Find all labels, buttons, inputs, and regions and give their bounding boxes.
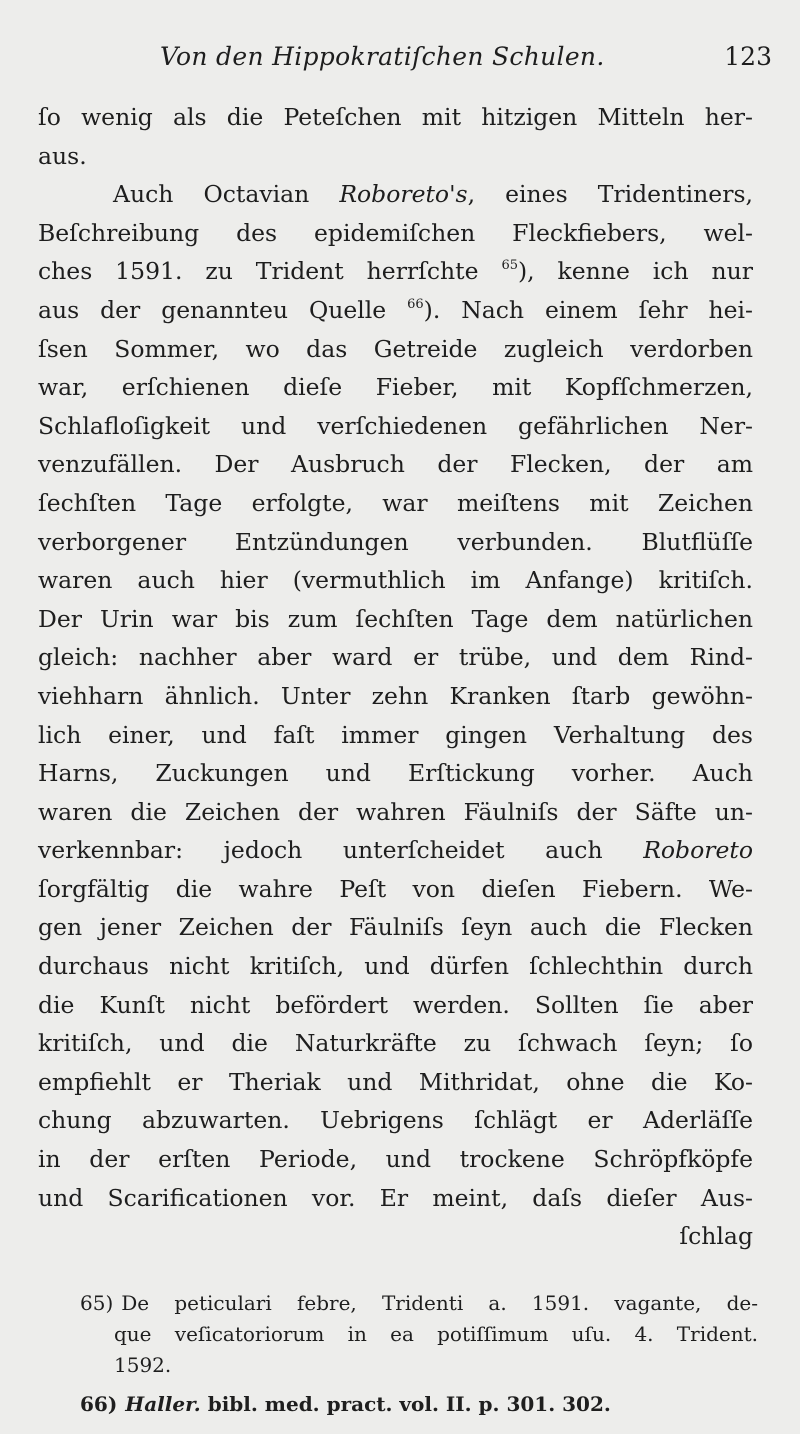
text-run: ), kenne ich nur	[517, 257, 753, 286]
text-run: aus der genannteu Quelle	[38, 295, 387, 324]
text-line: ſsen Sommer, wo das Getreide zugleich verdorben	[38, 334, 753, 363]
text-line: lich einer, und faſt immer gingen Verhaltung des	[38, 720, 753, 749]
footnotes	[80, 1288, 758, 1420]
footnote-number: 65)	[80, 1291, 114, 1315]
person-name: Roboreto's	[339, 180, 468, 209]
running-title: Von den Hippokratiſchen Schulen.	[160, 42, 605, 71]
text-line	[38, 831, 753, 870]
text-line: kritiſch, und die Naturkräfte zu ſchwach ſeyn; ſo	[38, 1029, 753, 1058]
text-line: ſechſten Tage erfolgte, war meiſtens mit Zeichen	[38, 488, 753, 517]
text-line: gen jener Zeichen der Fäulniſs ſeyn auch die Flecken	[38, 913, 753, 942]
text-line: chung abzuwarten. Uebrigens ſchlägt er Aderläſſe	[38, 1106, 753, 1135]
text-line: empfiehlt er Theriak und Mithridat, ohne die Ko-	[38, 1067, 753, 1096]
text-run: ). Nach einem ſehr hei-	[423, 295, 753, 324]
text-line: Beſchreibung des epidemiſchen Fleckfiebers, wel-	[38, 218, 753, 247]
text-line: waren die Zeichen der wahren Fäulniſs der Säfte un-	[38, 797, 753, 826]
text-line: verborgener Entzündungen verbunden. Blutflüſſe	[38, 527, 753, 556]
text-line: ſorgfältig die wahre Peſt von dieſen Fiebern. We-	[38, 874, 753, 903]
footnote-text: 1592.	[114, 1353, 172, 1377]
text-line: viehharn ähnlich. Unter zehn Kranken ſtarb gewöhn-	[38, 681, 753, 710]
footnote-ref: 66	[407, 296, 424, 312]
text-line: Harns, Zuckungen und Erſtickung vorher. Auch	[38, 759, 753, 788]
text-line: war, erſchienen dieſe Fieber, mit Kopfſchmerzen,	[38, 373, 753, 402]
text-line: Der Urin war bis zum ſechſten Tage dem natürlichen	[38, 604, 753, 633]
text-line: die Kunſt nicht befördert werden. Sollten ſie aber	[38, 990, 753, 1019]
text-line: und Scarificationen vor. Er meint, daſs dieſer Aus-	[38, 1183, 753, 1212]
text-line: gleich: nachher aber ward er trübe, und dem Rind-	[38, 643, 753, 672]
footnote-66	[80, 1389, 758, 1420]
text-line	[38, 175, 753, 214]
text-run: Auch Octavian	[113, 180, 310, 209]
footnote-gap	[80, 1381, 758, 1389]
text-run: , eines Tridentiners,	[467, 180, 753, 209]
footnote-text: bibl. med. pract. vol. II. p. 301. 302.	[207, 1392, 611, 1416]
footnote-ref: 65	[501, 258, 518, 274]
text-line: venzufällen. Der Ausbruch der Flecken, der am	[38, 450, 753, 479]
text-line: durchaus nicht kritiſch, und dürfen ſchlechthin durch	[38, 952, 753, 981]
text-line: waren auch hier (vermuthlich im Anfange) kritiſch.	[38, 566, 753, 595]
text-line	[38, 252, 753, 291]
footnote-text: que veſicatoriorum in ea potiſſimum uſu. 4. Trident.	[114, 1322, 758, 1346]
footnote-65	[80, 1288, 758, 1319]
text-line: Schlafloſigkeit und verſchiedenen gefährlichen Ner-	[38, 411, 753, 440]
footnote-author: Haller.	[125, 1392, 201, 1416]
footnote-text: De peticulari febre, Tridenti a. 1591. vagante, de-	[121, 1291, 758, 1315]
text-line	[38, 291, 753, 330]
text-run: ches 1591. zu Trident herrſchte	[38, 257, 479, 286]
person-name: Roboreto	[643, 836, 753, 865]
body-text	[38, 98, 753, 1256]
page-number: 123	[724, 42, 772, 71]
catchword: ſchlag	[679, 1222, 753, 1251]
text-line: aus.	[38, 141, 87, 170]
text-line: ſo wenig als die Peteſchen mit hitzigen Mitteln her-	[38, 103, 753, 131]
footnote-number: 66)	[80, 1392, 118, 1416]
running-head	[0, 42, 800, 82]
text-line: in der erſten Periode, und trockene Schröpfköpfe	[38, 1145, 753, 1174]
text-run: verkennbar: jedoch unterſcheidet auch	[38, 836, 603, 865]
